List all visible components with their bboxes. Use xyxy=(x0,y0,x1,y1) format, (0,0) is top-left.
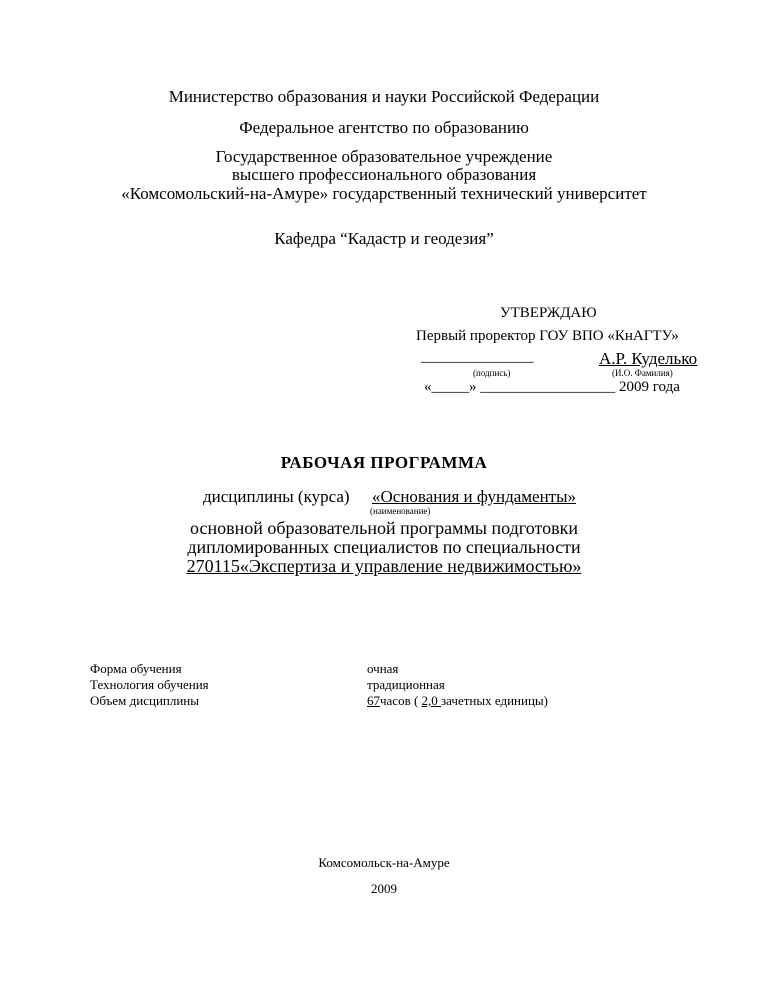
department-line: Кафедра “Кадастр и геодезия” xyxy=(274,229,494,248)
approval-date-line: «_____» __________________ 2009 года xyxy=(424,379,680,395)
hours-value: 67 xyxy=(367,693,380,708)
approver-name: А.Р. Куделько xyxy=(599,349,698,368)
detail-value-technology: традиционная xyxy=(367,677,445,692)
institution-line-2: высшего профессионального образования xyxy=(231,165,537,184)
detail-label-form: Форма обучения xyxy=(90,661,182,676)
discipline-prefix: дисциплины (курса) xyxy=(203,487,350,506)
signature-line: _______________ xyxy=(421,349,534,365)
footer-year: 2009 xyxy=(371,881,397,896)
detail-label-technology: Технология обучения xyxy=(90,677,209,692)
approval-position: Первый проректор ГОУ ВПО «КнАГТУ» xyxy=(416,328,679,344)
credits-text: зачетных единицы) xyxy=(441,693,548,708)
discipline-name: «Основания и фундаменты» xyxy=(372,487,577,506)
specialty-line: 270115«Экспертиза и управление недвижимостью» xyxy=(186,556,582,576)
detail-label-volume: Объем дисциплины xyxy=(90,693,199,708)
signature-caption: (подпись) xyxy=(473,368,511,378)
detail-value-volume xyxy=(367,694,548,707)
approval-heading: УТВЕРЖДАЮ xyxy=(500,305,597,321)
credits-value: 2,0 xyxy=(421,693,442,708)
program-description-line-2: дипломированных специалистов по специальности xyxy=(187,537,581,557)
institution-line-1: Государственное образовательное учреждение xyxy=(215,147,553,166)
document-title: РАБОЧАЯ ПРОГРАММА xyxy=(280,453,488,472)
name-caption: (И.О. Фамилия) xyxy=(612,368,673,378)
detail-value-form: очная xyxy=(367,661,399,676)
agency-line: Федеральное агентство по образованию xyxy=(239,118,529,137)
university-line: «Комсомольский-на-Амуре» государственный технический университет xyxy=(121,184,647,203)
program-description-line-1: основной образовательной программы подготовки xyxy=(190,518,578,538)
ministry-line: Министерство образования и науки Российской Федерации xyxy=(168,87,600,106)
footer-city: Комсомольск-на-Амуре xyxy=(318,855,450,870)
discipline-caption: (наименование) xyxy=(370,506,431,516)
hours-text: часов ( xyxy=(380,693,422,708)
